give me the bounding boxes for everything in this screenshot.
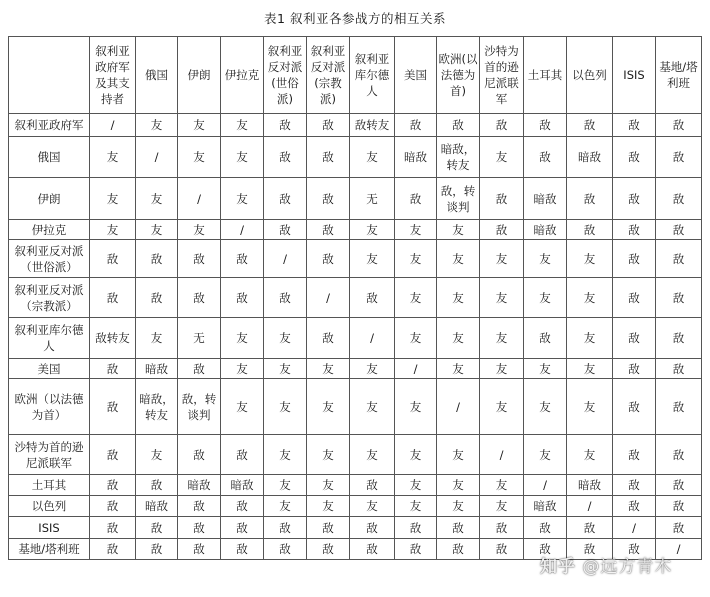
relation-cell: 敌 bbox=[307, 220, 350, 240]
col-header: 叙利亚库尔德人 bbox=[350, 37, 395, 114]
relation-cell: 敌 bbox=[437, 114, 480, 137]
relation-cell: 敌 bbox=[613, 379, 656, 435]
relation-cell: 友 bbox=[307, 475, 350, 496]
relation-cell: 敌 bbox=[613, 475, 656, 496]
relation-cell: 暗敌 bbox=[221, 475, 264, 496]
relation-cell: 敌 bbox=[656, 178, 702, 220]
relation-cell: 敌 bbox=[221, 496, 264, 517]
table-row bbox=[9, 359, 702, 379]
row-header: 叙利亚反对派（宗教派） bbox=[9, 278, 90, 318]
relation-cell: 敌 bbox=[613, 137, 656, 178]
relation-cell: 敌 bbox=[567, 517, 613, 539]
relation-cell: 敌 bbox=[656, 359, 702, 379]
relation-cell: 友 bbox=[437, 359, 480, 379]
row-header: 叙利亚库尔德人 bbox=[9, 318, 90, 359]
table-row bbox=[9, 496, 702, 517]
relation-cell: 友 bbox=[480, 137, 524, 178]
relation-cell: 暗敌 bbox=[524, 496, 567, 517]
relation-cell: 敌 bbox=[567, 178, 613, 220]
relation-cell: 敌 bbox=[136, 517, 178, 539]
relation-cell: 敌 bbox=[350, 539, 395, 560]
relation-cell: 敌转友 bbox=[90, 318, 136, 359]
relation-cell: 友 bbox=[178, 137, 221, 178]
table-title: 表1 叙利亚各参战方的相互关系 bbox=[264, 11, 446, 26]
relation-cell: 友 bbox=[524, 379, 567, 435]
row-header: ISIS bbox=[9, 517, 90, 539]
row-header: 以色列 bbox=[9, 496, 90, 517]
table-row bbox=[9, 137, 702, 178]
relation-cell: 敌 bbox=[178, 496, 221, 517]
relation-cell: 敌 bbox=[567, 220, 613, 240]
relation-cell: 敌 bbox=[524, 114, 567, 137]
relation-cell: 暗敌 bbox=[567, 137, 613, 178]
relation-cell: 敌 bbox=[90, 517, 136, 539]
relation-cell: 敌 bbox=[90, 475, 136, 496]
relation-cell: 无 bbox=[178, 318, 221, 359]
relation-cell: 友 bbox=[221, 318, 264, 359]
relation-cell: 敌 bbox=[264, 220, 307, 240]
relation-cell: 敌 bbox=[307, 137, 350, 178]
relation-cell: 友 bbox=[350, 359, 395, 379]
relation-cell: 敌 bbox=[613, 359, 656, 379]
relation-cell: 友 bbox=[350, 240, 395, 278]
table-row bbox=[9, 435, 702, 475]
col-header: 欧洲(以法德为首) bbox=[437, 37, 480, 114]
relation-cell: 友 bbox=[480, 240, 524, 278]
table-row bbox=[9, 220, 702, 240]
relation-cell: 暗敌 bbox=[136, 359, 178, 379]
table-row bbox=[9, 240, 702, 278]
relation-cell: 友 bbox=[90, 137, 136, 178]
relation-cell: 友 bbox=[524, 435, 567, 475]
relation-cell: 敌 bbox=[307, 178, 350, 220]
relation-cell: 敌 bbox=[136, 240, 178, 278]
relation-cell: 友 bbox=[395, 240, 437, 278]
relation-cell: 敌 bbox=[656, 496, 702, 517]
row-header: 俄国 bbox=[9, 137, 90, 178]
col-header: 以色列 bbox=[567, 37, 613, 114]
relation-cell: 敌 bbox=[307, 517, 350, 539]
relation-cell: 敌 bbox=[350, 475, 395, 496]
relation-cell: 敌 bbox=[395, 114, 437, 137]
relation-cell: 友 bbox=[221, 178, 264, 220]
row-header: 欧洲（以法德为首） bbox=[9, 379, 90, 435]
relation-cell: 友 bbox=[350, 379, 395, 435]
relation-cell: 友 bbox=[264, 318, 307, 359]
relation-cell: 友 bbox=[480, 359, 524, 379]
relation-cell: 友 bbox=[480, 379, 524, 435]
relation-cell: 友 bbox=[307, 496, 350, 517]
relation-cell: 敌 bbox=[613, 240, 656, 278]
relation-cell: 友 bbox=[307, 379, 350, 435]
table-row bbox=[9, 178, 702, 220]
relation-cell: 敌 bbox=[480, 220, 524, 240]
relation-cell: 友 bbox=[567, 435, 613, 475]
relation-cell: 敌 bbox=[480, 517, 524, 539]
relation-cell: / bbox=[178, 178, 221, 220]
relation-cell: 敌 bbox=[178, 278, 221, 318]
relation-cell: 友 bbox=[395, 475, 437, 496]
relation-cell: 敌 bbox=[613, 496, 656, 517]
relation-cell: 敌 bbox=[264, 178, 307, 220]
relation-cell: 友 bbox=[395, 379, 437, 435]
relation-cell: 敌 bbox=[567, 114, 613, 137]
watermark-logo: 知乎 bbox=[540, 557, 576, 577]
relation-cell: 友 bbox=[567, 278, 613, 318]
relation-cell: / bbox=[524, 475, 567, 496]
relation-cell: 敌 bbox=[395, 178, 437, 220]
relation-cell: 敌 bbox=[480, 178, 524, 220]
relation-cell: 敌 bbox=[178, 240, 221, 278]
relation-cell: / bbox=[221, 220, 264, 240]
relation-cell: 暗敌，转友 bbox=[136, 379, 178, 435]
relation-cell: / bbox=[350, 318, 395, 359]
relation-cell: 敌，转谈判 bbox=[437, 178, 480, 220]
relation-cell: 友 bbox=[480, 278, 524, 318]
col-header: 叙利亚反对派(宗教派) bbox=[307, 37, 350, 114]
relation-cell: 敌 bbox=[656, 137, 702, 178]
col-header: 土耳其 bbox=[524, 37, 567, 114]
relation-cell: 友 bbox=[178, 220, 221, 240]
relation-cell: 友 bbox=[395, 278, 437, 318]
relation-cell: 友 bbox=[350, 137, 395, 178]
relation-cell: 敌 bbox=[221, 539, 264, 560]
col-header: 伊朗 bbox=[178, 37, 221, 114]
relation-cell: 敌 bbox=[90, 240, 136, 278]
relation-cell: / bbox=[567, 496, 613, 517]
relation-cell: 友 bbox=[90, 178, 136, 220]
relation-cell: 暗敌 bbox=[136, 496, 178, 517]
relation-cell: 敌 bbox=[350, 278, 395, 318]
relation-cell: 暗敌 bbox=[567, 475, 613, 496]
relation-cell: 敌 bbox=[613, 114, 656, 137]
relation-cell: 友 bbox=[350, 220, 395, 240]
relation-cell: 敌 bbox=[567, 539, 613, 560]
relation-cell: 友 bbox=[350, 435, 395, 475]
relation-cell: 敌 bbox=[307, 240, 350, 278]
relation-cell: 敌 bbox=[350, 517, 395, 539]
row-header: 叙利亚反对派（世俗派） bbox=[9, 240, 90, 278]
relation-cell: 敌 bbox=[613, 435, 656, 475]
relation-cell: 友 bbox=[136, 178, 178, 220]
relation-cell: 暗敌 bbox=[524, 178, 567, 220]
relation-cell: 友 bbox=[437, 240, 480, 278]
relation-cell: 敌 bbox=[136, 475, 178, 496]
relation-cell: 敌 bbox=[480, 114, 524, 137]
relation-cell: / bbox=[307, 278, 350, 318]
relation-cell: 友 bbox=[307, 359, 350, 379]
table-row bbox=[9, 475, 702, 496]
relation-cell: 敌 bbox=[178, 539, 221, 560]
relation-cell: 敌 bbox=[480, 539, 524, 560]
relation-cell: / bbox=[656, 539, 702, 560]
relation-cell: 敌 bbox=[264, 278, 307, 318]
row-header: 美国 bbox=[9, 359, 90, 379]
relation-cell: 敌 bbox=[613, 539, 656, 560]
relation-cell: 友 bbox=[437, 318, 480, 359]
header-row bbox=[9, 37, 702, 114]
relation-cell: 友 bbox=[264, 496, 307, 517]
relation-cell: 友 bbox=[524, 359, 567, 379]
relation-cell: 暗敌 bbox=[178, 475, 221, 496]
col-header: 俄国 bbox=[136, 37, 178, 114]
relation-cell: 敌 bbox=[437, 539, 480, 560]
relation-cell: 友 bbox=[395, 220, 437, 240]
relation-cell: 敌 bbox=[524, 318, 567, 359]
relations-table bbox=[8, 36, 702, 560]
relation-cell: 敌 bbox=[221, 240, 264, 278]
relation-cell: 敌 bbox=[90, 496, 136, 517]
relation-cell: 敌 bbox=[656, 114, 702, 137]
relation-cell: 敌 bbox=[656, 220, 702, 240]
relation-cell: 友 bbox=[437, 220, 480, 240]
relation-cell: 敌 bbox=[136, 539, 178, 560]
relation-cell: 友 bbox=[178, 114, 221, 137]
relation-cell: 友 bbox=[395, 318, 437, 359]
relation-cell: 敌 bbox=[221, 435, 264, 475]
relation-cell: 敌 bbox=[90, 539, 136, 560]
relation-cell: 敌 bbox=[264, 539, 307, 560]
relation-cell: 友 bbox=[264, 475, 307, 496]
relation-cell: / bbox=[395, 359, 437, 379]
relation-cell: 敌 bbox=[90, 359, 136, 379]
table-row bbox=[9, 379, 702, 435]
corner-cell bbox=[9, 37, 90, 114]
row-header: 基地/塔利班 bbox=[9, 539, 90, 560]
table-row bbox=[9, 114, 702, 137]
relation-cell: 友 bbox=[524, 240, 567, 278]
table-row bbox=[9, 318, 702, 359]
table-row bbox=[9, 278, 702, 318]
col-header: 美国 bbox=[395, 37, 437, 114]
col-header: 叙利亚反对派(世俗派) bbox=[264, 37, 307, 114]
relation-cell: 友 bbox=[437, 496, 480, 517]
relation-cell: 敌 bbox=[307, 539, 350, 560]
relation-cell: / bbox=[264, 240, 307, 278]
relation-cell: 敌 bbox=[613, 220, 656, 240]
relation-cell: 友 bbox=[480, 496, 524, 517]
relation-cell: 敌 bbox=[307, 318, 350, 359]
table-row bbox=[9, 517, 702, 539]
relation-cell: 友 bbox=[307, 435, 350, 475]
relation-cell: 友 bbox=[221, 137, 264, 178]
relation-cell: 友 bbox=[395, 496, 437, 517]
relation-cell: 友 bbox=[567, 359, 613, 379]
relation-cell: 友 bbox=[480, 475, 524, 496]
relation-cell: 敌 bbox=[656, 240, 702, 278]
relation-cell: 敌 bbox=[178, 517, 221, 539]
relation-cell: / bbox=[90, 114, 136, 137]
relation-cell: 敌 bbox=[264, 114, 307, 137]
relation-cell: 敌 bbox=[221, 517, 264, 539]
relation-cell: 敌 bbox=[178, 435, 221, 475]
relation-cell: 友 bbox=[567, 240, 613, 278]
relation-cell: 友 bbox=[437, 475, 480, 496]
relation-cell: 敌 bbox=[524, 137, 567, 178]
row-header: 土耳其 bbox=[9, 475, 90, 496]
relation-cell: 友 bbox=[480, 318, 524, 359]
relation-cell: 敌 bbox=[613, 178, 656, 220]
relation-cell: 敌 bbox=[656, 318, 702, 359]
relation-cell: 敌 bbox=[656, 475, 702, 496]
col-header: 叙利亚政府军及其支持者 bbox=[90, 37, 136, 114]
relation-cell: 友 bbox=[90, 220, 136, 240]
col-header: 伊拉克 bbox=[221, 37, 264, 114]
relation-cell: 敌 bbox=[613, 318, 656, 359]
relation-cell: 友 bbox=[395, 435, 437, 475]
relation-cell: 敌 bbox=[656, 379, 702, 435]
relation-cell: 敌 bbox=[307, 114, 350, 137]
row-header: 叙利亚政府军 bbox=[9, 114, 90, 137]
relation-cell: 友 bbox=[264, 379, 307, 435]
relation-cell: 敌 bbox=[90, 278, 136, 318]
relation-cell: 敌 bbox=[90, 379, 136, 435]
relation-cell: 友 bbox=[136, 435, 178, 475]
relation-cell: 敌 bbox=[221, 278, 264, 318]
relation-cell: 友 bbox=[136, 114, 178, 137]
relation-cell: 友 bbox=[350, 496, 395, 517]
relation-cell: 无 bbox=[350, 178, 395, 220]
relation-cell: 敌 bbox=[524, 517, 567, 539]
relation-cell: 敌 bbox=[395, 539, 437, 560]
relation-cell: 友 bbox=[437, 278, 480, 318]
relation-cell: 友 bbox=[136, 220, 178, 240]
relation-cell: 友 bbox=[221, 114, 264, 137]
relation-cell: 友 bbox=[567, 379, 613, 435]
relation-cell: 友 bbox=[264, 359, 307, 379]
relation-cell: 友 bbox=[264, 435, 307, 475]
watermark-handle: @远方青木 bbox=[582, 557, 673, 577]
relation-cell: / bbox=[136, 137, 178, 178]
relation-cell: 友 bbox=[437, 435, 480, 475]
relation-cell: 敌 bbox=[524, 539, 567, 560]
col-header: 沙特为首的逊尼派联军 bbox=[480, 37, 524, 114]
relation-cell: 敌 bbox=[264, 137, 307, 178]
relation-cell: 敌，转谈判 bbox=[178, 379, 221, 435]
relation-cell: 敌 bbox=[656, 278, 702, 318]
relation-cell: / bbox=[613, 517, 656, 539]
relation-cell: 敌转友 bbox=[350, 114, 395, 137]
relation-cell: 友 bbox=[567, 318, 613, 359]
relation-cell: 友 bbox=[136, 318, 178, 359]
relation-cell: 友 bbox=[221, 359, 264, 379]
relation-cell: / bbox=[480, 435, 524, 475]
col-header: 基地/塔利班 bbox=[656, 37, 702, 114]
relation-cell: 友 bbox=[524, 278, 567, 318]
relation-cell: 敌 bbox=[395, 517, 437, 539]
row-header: 伊拉克 bbox=[9, 220, 90, 240]
row-header: 沙特为首的逊尼派联军 bbox=[9, 435, 90, 475]
relation-cell: 敌 bbox=[178, 359, 221, 379]
relation-cell: 敌 bbox=[613, 278, 656, 318]
relation-cell: 敌 bbox=[264, 517, 307, 539]
relation-cell: 暗敌 bbox=[524, 220, 567, 240]
relation-cell: 敌 bbox=[656, 435, 702, 475]
relation-cell: 暗敌，转友 bbox=[437, 137, 480, 178]
relation-cell: 敌 bbox=[90, 435, 136, 475]
relation-cell: 友 bbox=[221, 379, 264, 435]
relation-cell: 暗敌 bbox=[395, 137, 437, 178]
row-header: 伊朗 bbox=[9, 178, 90, 220]
relation-cell: 敌 bbox=[136, 278, 178, 318]
relation-cell: 敌 bbox=[437, 517, 480, 539]
relation-cell: 敌 bbox=[656, 517, 702, 539]
relation-cell: / bbox=[437, 379, 480, 435]
col-header: ISIS bbox=[613, 37, 656, 114]
zhihu-watermark bbox=[540, 552, 672, 577]
